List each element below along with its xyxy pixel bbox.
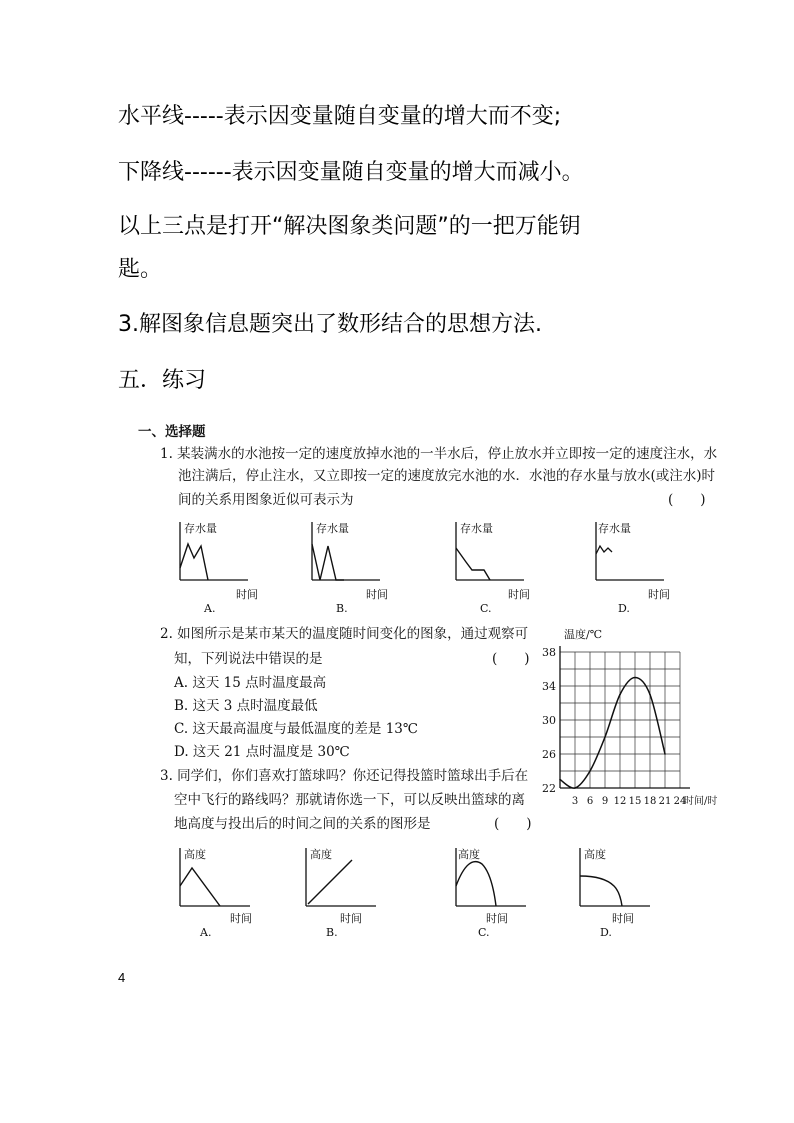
q2-choice-c: C. 这天最高温度与最低温度的差是 13℃	[174, 721, 419, 737]
page-number: 4	[118, 970, 126, 985]
temperature-chart	[540, 622, 730, 822]
x-tick-label: 6	[586, 796, 594, 807]
q3-d-ylabel: 高度	[584, 848, 606, 861]
q1-answer-paren: ( )	[668, 492, 706, 508]
q3-b-ylabel: 高度	[310, 848, 332, 861]
x-tick-label: 3	[571, 796, 579, 807]
section-heading-practice: 五．练习	[118, 368, 207, 393]
y-tick-label: 22	[542, 782, 556, 795]
exercise-section-title: 一、选择题	[138, 424, 206, 440]
y-axis-label: 温度/℃	[564, 628, 603, 641]
q1-line-2: 池注满后，停止注水，又立即按一定的速度放完水池的水．水池的存水量与放水(或注水)时	[178, 468, 716, 484]
data-point	[604, 736, 606, 738]
q2-choice-a: A. 这天 15 点时温度最高	[174, 675, 327, 691]
q3-b-letter: B.	[326, 926, 338, 939]
q1-c-xlabel: 时间	[508, 588, 530, 601]
q3-d-xlabel: 时间	[612, 912, 634, 925]
y-tick-label: 30	[542, 714, 556, 727]
q2-line-2: 知，下列说法中错误的是	[174, 651, 323, 667]
x-tick-label: 9	[601, 796, 609, 807]
text-line-horizontal: 水平线-----表示因变量随自变量的增大而不变;	[118, 104, 562, 129]
y-tick-label: 34	[542, 680, 556, 693]
data-point	[574, 787, 576, 789]
q3-c-xlabel: 时间	[486, 912, 508, 925]
y-tick-label: 38	[542, 646, 556, 659]
data-point	[559, 779, 561, 781]
q1-line-3: 间的关系用图象近似可表示为	[178, 492, 354, 508]
q3-answer-paren: ( )	[494, 816, 532, 832]
q3-c-ylabel: 高度	[458, 848, 480, 861]
q1-b-xlabel: 时间	[366, 588, 388, 601]
q3-line-2: 空中飞行的路线吗？那就请你选一下，可以反映出篮球的离	[174, 792, 525, 808]
x-tick-label: 12	[613, 796, 627, 807]
x-tick-label: 21	[658, 796, 672, 807]
text-line-key: 以上三点是打开“解决图象类问题”的一把万能钥	[118, 214, 581, 239]
q1-c-ylabel: 存水量	[460, 522, 493, 535]
q1-a-letter: A.	[204, 602, 216, 615]
q1-a-xlabel: 时间	[236, 588, 258, 601]
q1-a-ylabel: 存水量	[184, 522, 217, 535]
q3-a-ylabel: 高度	[184, 848, 206, 861]
x-axis-label: 时间/时	[684, 796, 718, 807]
text-line-descending: 下降线------表示因变量随自变量的增大而减小。	[118, 160, 584, 185]
q1-c-letter: C.	[480, 602, 492, 615]
text-line-key-cont: 匙。	[118, 257, 163, 282]
text-line-method: 3.解图象信息题突出了数形结合的思想方法.	[118, 312, 542, 337]
data-point	[589, 770, 591, 772]
q1-d-ylabel: 存水量	[598, 522, 631, 535]
q2-choice-d: D. 这天 21 点时温度是 30℃	[174, 744, 350, 760]
data-point	[649, 694, 651, 696]
q3-a-xlabel: 时间	[230, 912, 252, 925]
q3-line-3: 地高度与投出后的时间之间的关系的图形是	[174, 816, 431, 832]
q1-b-letter: B.	[336, 602, 348, 615]
y-tick-label: 26	[542, 748, 556, 761]
q1-d-xlabel: 时间	[648, 588, 670, 601]
q1-b-ylabel: 存水量	[316, 522, 349, 535]
data-point	[619, 694, 621, 696]
q3-line-1: 3. 同学们，你们喜欢打篮球吗？你还记得投篮时篮球出手后在	[160, 768, 529, 784]
q2-answer-paren: ( )	[492, 651, 530, 667]
q3-d-letter: D.	[600, 926, 612, 939]
data-point	[664, 753, 666, 755]
q3-a-letter: A.	[200, 926, 212, 939]
q3-b-xlabel: 时间	[340, 912, 362, 925]
x-tick-label: 24	[673, 796, 687, 807]
q1-d-letter: D.	[618, 602, 630, 615]
x-tick-label: 18	[643, 796, 657, 807]
x-tick-label: 15	[628, 796, 642, 807]
data-point	[634, 677, 636, 679]
temperature-curve	[560, 678, 665, 789]
q1-line-1: 1. 某装满水的水池按一定的速度放掉水池的一半水后，停止放水并立即按一定的速度注水，水	[160, 446, 718, 462]
q2-choice-b: B. 这天 3 点时温度最低	[174, 698, 318, 714]
q3-c-letter: C.	[478, 926, 490, 939]
q2-line-1: 2. 如图所示是某市某天的温度随时间变化的图象，通过观察可	[160, 626, 529, 642]
